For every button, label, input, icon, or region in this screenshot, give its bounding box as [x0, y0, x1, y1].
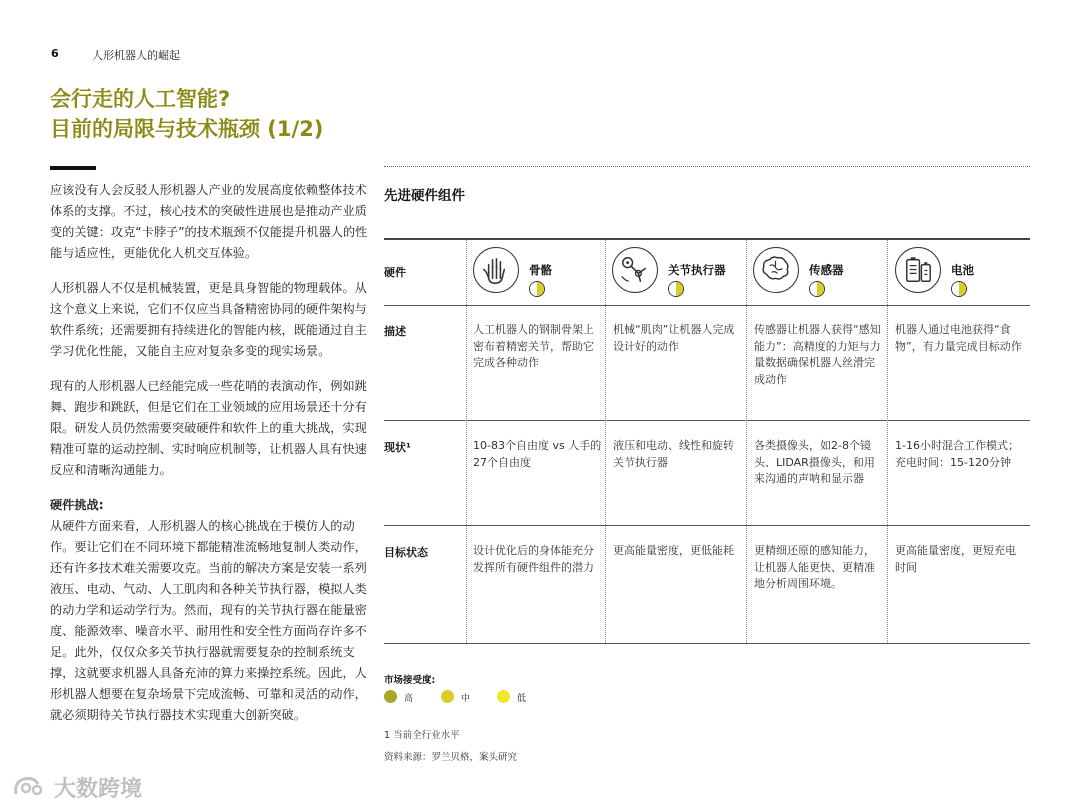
paragraph-4: 从硬件方面来看，人形机器人的核心挑战在于模仿人的动作。要让它们在不同环境下都能精准流畅地复制人类动作，还有许多技术难关需要攻克。当前的解决方案是安装一系列液压、电动、气动、人工肌肉和各种关节执行器，模拟人类的动力学和运动学行为。然而，现有的关节执行器在能量密度、能源效率、噪音水平、耐用性和安全性方面尚存许多不足。此外，仅仅众多关节执行器就需要复杂的控制系统支撑，这就要求机器人具备充沛的算力来操控系统。因此，人形机器人想要在复杂场景下完成流畅、可靠和灵活的动作，就必须期待关节执行器技术实现重大创新突破。 [50, 519, 367, 722]
headline-line2: 目前的局限与技术瓶颈 (1/2) [50, 117, 324, 141]
description-cell: 传感器让机器人获得“感知能力”：高精度的力矩与力量数据确保机器人丝滑完成动作 [754, 323, 881, 386]
adoption-indicator [809, 281, 825, 297]
adoption-indicator [529, 281, 545, 297]
watermark-logo-icon [12, 774, 48, 800]
component-joint-actuator [612, 247, 742, 299]
component-battery [895, 247, 1025, 299]
column-divider [746, 240, 747, 643]
row-divider [384, 305, 1030, 306]
brain-icon [753, 247, 799, 293]
footnote: 1 当前全行业水平 [384, 730, 460, 741]
row-label-description: 描述 [384, 325, 406, 338]
hand-icon [473, 247, 519, 293]
watermark-text: 大数跨境 [54, 777, 143, 802]
body-text-column [50, 180, 368, 740]
column-divider [887, 240, 888, 643]
running-header: 人形机器人的崛起 [92, 49, 180, 62]
adoption-indicator [951, 281, 967, 297]
target-cell: 设计优化后的身体能充分发挥所有硬件组件的潜力 [473, 544, 594, 574]
status-cell: 10-83个自由度 vs 人手的27个自由度 [473, 439, 602, 469]
description-cell: 机器人通过电池获得“食物”，有力量完成目标动作 [895, 323, 1022, 353]
joint-actuator-icon [612, 247, 658, 293]
row-divider [384, 643, 1030, 644]
component-name: 骨骼 [529, 263, 552, 277]
target-cell: 更精细还原的感知能力，让机器人能更快、更精准地分析周围环境。 [754, 544, 875, 590]
status-cell: 1-16小时混合工作模式；充电时间：15-120分钟 [895, 439, 1019, 469]
legend-label: 中 [461, 694, 471, 704]
page-number: 6 [51, 47, 59, 60]
headline-line1: 会行走的人工智能? [50, 87, 231, 111]
component-name: 传感器 [809, 263, 844, 277]
legend-title: 市场接受度: [384, 675, 436, 686]
row-divider [384, 420, 1030, 421]
dotted-divider [384, 166, 1030, 167]
table-title: 先进硬件组件 [384, 188, 465, 204]
status-cell: 各类摄像头，如2-8个镜头、LIDAR摄像头，和用来沟通的声呐和显示器 [754, 439, 875, 485]
component-sensor [753, 247, 883, 299]
legend-dot [384, 690, 397, 703]
row-label-target: 目标状态 [384, 546, 428, 559]
target-cell: 更高能量密度，更低能耗 [613, 544, 734, 557]
legend-dot [497, 690, 510, 703]
component-name: 电池 [951, 263, 974, 277]
table-top-rule [384, 238, 1030, 240]
source-note: 资料来源：罗兰贝格，案头研究 [384, 752, 518, 763]
legend-dot [441, 690, 454, 703]
status-cell: 液压和电动、线性和旋转关节执行器 [613, 439, 734, 469]
description-cell: 人工机器人的钢制骨架上密布着精密关节，帮助它完成各种动作 [473, 323, 594, 369]
legend-label: 低 [517, 694, 527, 704]
accent-bar [50, 166, 96, 170]
column-divider [466, 240, 467, 643]
description-cell: 机械“肌肉”让机器人完成设计好的动作 [613, 323, 735, 353]
row-label-status: 现状¹ [384, 441, 411, 454]
battery-icon [895, 247, 941, 293]
legend-label: 高 [404, 694, 414, 704]
hardware-subheading: 硬件挑战: [50, 498, 104, 512]
row-divider [384, 525, 1030, 526]
paragraph-3: 现有的人形机器人已经能完成一些花哨的表演动作，例如跳舞、跑步和跳跃，但是它们在工业领域的应用场景还十分有限。研发人员仍然需要突破硬件和软件上的重大挑战，实现精准可靠的运动控制、实时响应机制等，让机器人具有快速反应和清晰沟通能力。 [50, 379, 367, 477]
adoption-indicator [668, 281, 684, 297]
paragraph-1: 应该没有人会反驳人形机器人产业的发展高度依赖整体技术体系的支撑。不过，核心技术的突破性进展也是推动产业质变的关键：攻克“卡脖子”的技术瓶颈不仅能提升机器人的性能与适应性，更能优化人机交互体验。 [50, 183, 368, 260]
component-skeleton [473, 247, 601, 299]
paragraph-2: 人形机器人不仅是机械装置，更是具身智能的物理载体。从这个意义上来说，它们不仅应当具备精密协同的硬件架构与软件系统；还需要拥有持续进化的智能内核，既能通过自主学习优化性能，又能自主应对复杂多变的现实场景。 [50, 281, 367, 358]
row-label-hardware: 硬件 [384, 266, 406, 279]
column-divider [605, 240, 606, 643]
target-cell: 更高能量密度，更短充电时间 [895, 544, 1016, 574]
component-name: 关节执行器 [668, 263, 726, 277]
